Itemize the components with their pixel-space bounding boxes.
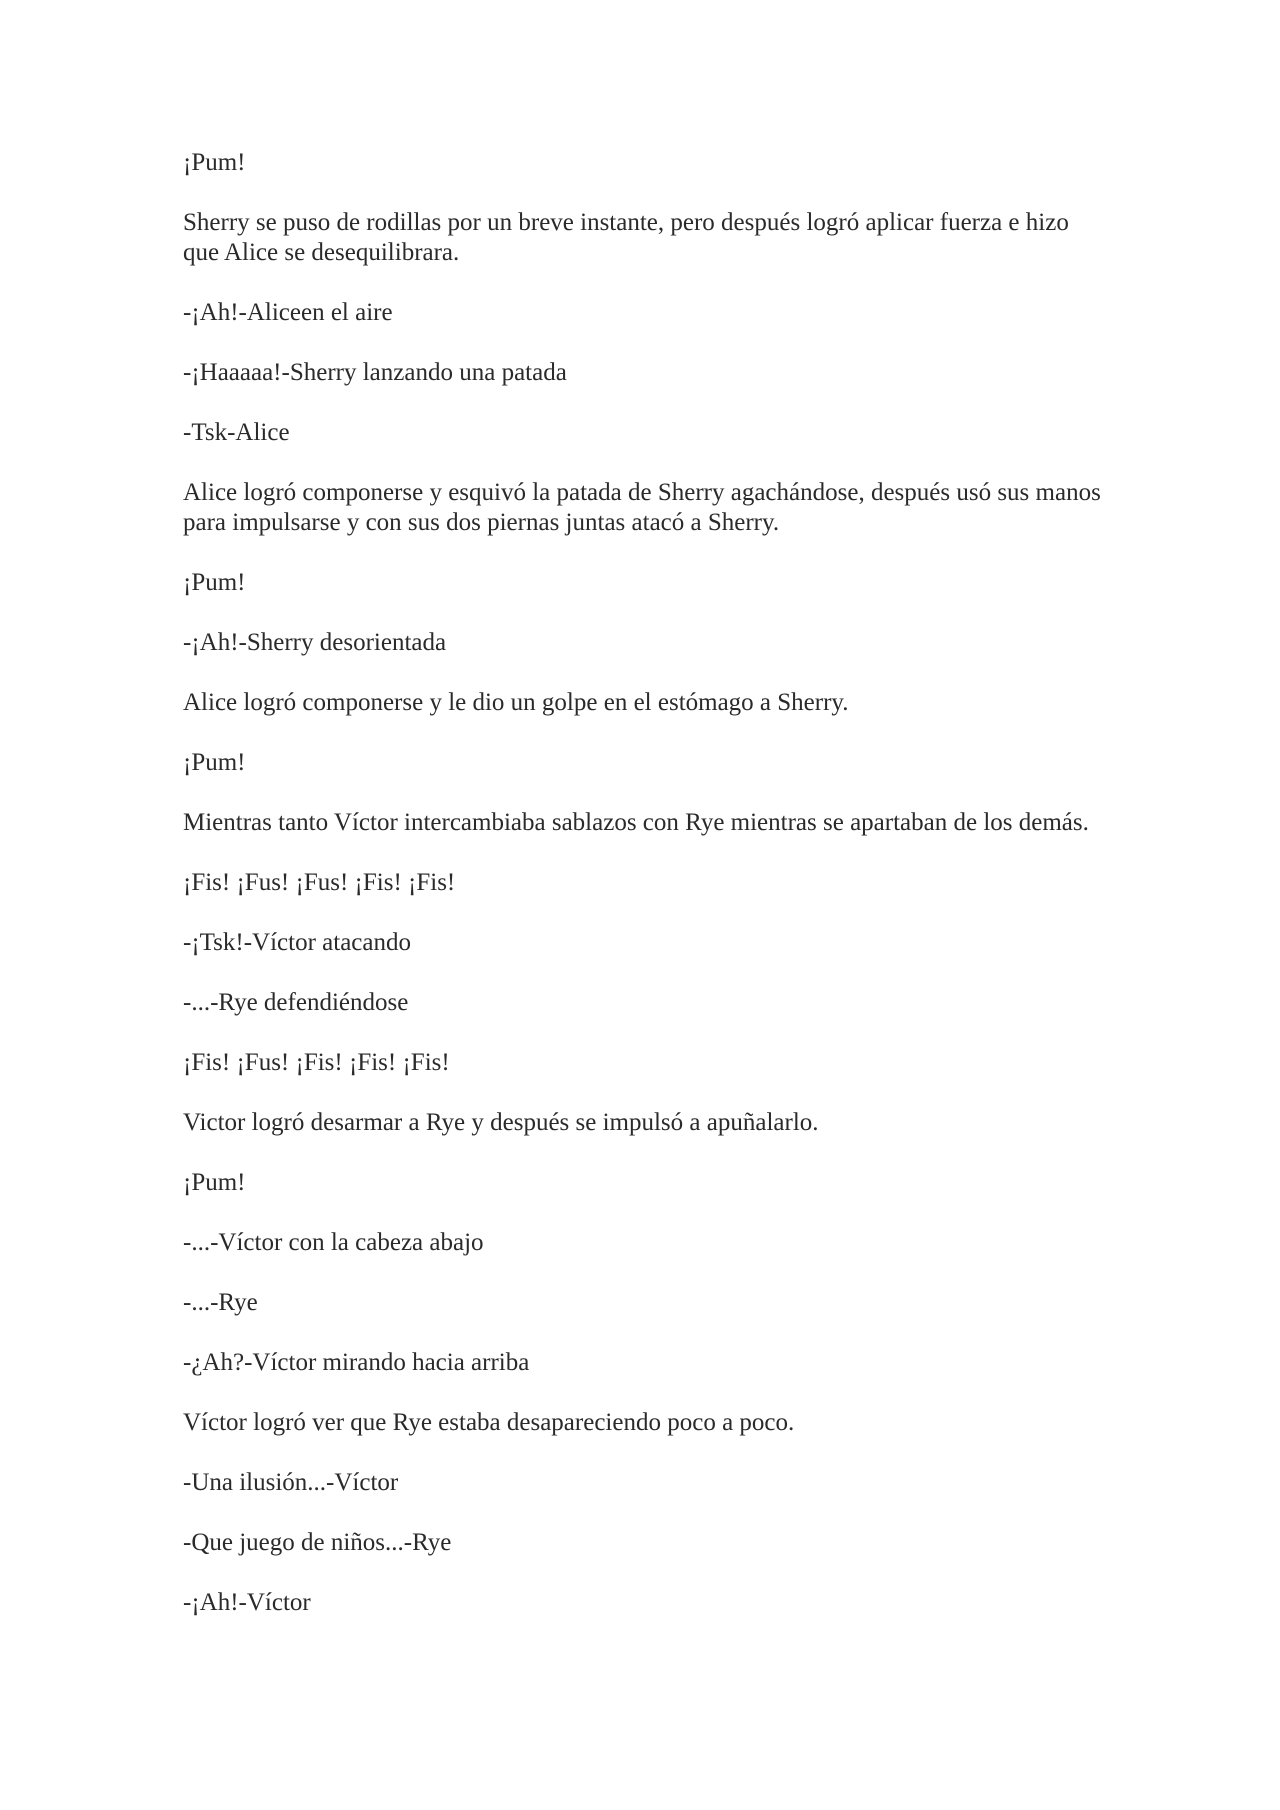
paragraph: -...-Rye [183,1289,258,1316]
paragraph: -¡Ah!-Víctor [183,1589,311,1616]
paragraph: -Tsk-Alice [183,419,290,446]
paragraph: -...-Rye defendiéndose [183,989,409,1016]
paragraph: Alice logró componerse y esquivó la patada de Sherry agachándose, después usó sus manos para impulsarse y con sus dos piernas juntas atacó a Sherry. [183,479,1101,536]
paragraph: ¡Pum! [183,749,246,776]
paragraph: ¡Pum! [183,569,246,596]
paragraph: -...-Víctor con la cabeza abajo [183,1229,484,1256]
paragraph: ¡Pum! [183,149,246,176]
paragraph: Víctor logró ver que Rye estaba desapareciendo poco a poco. [183,1409,795,1436]
paragraph: -Que juego de niños...-Rye [183,1529,452,1556]
paragraph: ¡Fis! ¡Fus! ¡Fis! ¡Fis! ¡Fis! [183,1049,450,1076]
paragraph: -Una ilusión...-Víctor [183,1469,399,1496]
paragraph: Mientras tanto Víctor intercambiaba sablazos con Rye mientras se apartaban de los demás. [183,809,1089,836]
paragraph: -¡Ah!-Sherry desorientada [183,629,447,656]
paragraph: ¡Fis! ¡Fus! ¡Fus! ¡Fis! ¡Fis! [183,869,456,896]
paragraph: -¡Ah!-Aliceen el aire [183,299,393,326]
paragraph: Sherry se puso de rodillas por un breve instante, pero después logró aplicar fuerza e hizo que Alice se desequilibrara. [183,209,1069,266]
paragraph: -¡Haaaaa!-Sherry lanzando una patada [183,359,567,386]
paragraph: -¿Ah?-Víctor mirando hacia arriba [183,1349,530,1376]
paragraph: -¡Tsk!-Víctor atacando [183,929,412,956]
paragraph: Alice logró componerse y le dio un golpe en el estómago a Sherry. [183,689,849,716]
document-body [183,148,1103,1648]
paragraph: ¡Pum! [183,1169,246,1196]
paragraph: Victor logró desarmar a Rye y después se impulsó a apuñalarlo. [183,1109,819,1136]
